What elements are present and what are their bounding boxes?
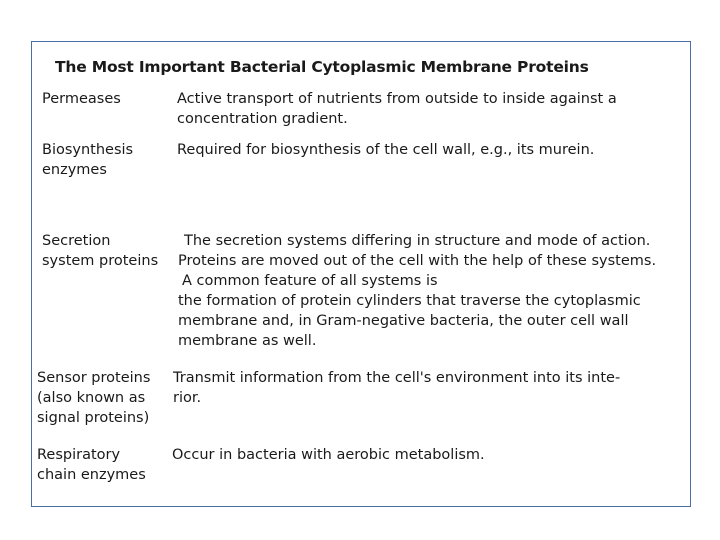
- desc-respiratory-chain-enzymes: [172, 445, 485, 465]
- term-line: signal proteins): [37, 410, 150, 426]
- term-biosynthesis-enzymes: [42, 140, 133, 180]
- term-line: Respiratory: [37, 447, 121, 463]
- desc-permeases: [177, 89, 617, 129]
- desc-line: A common feature of all systems is: [182, 273, 438, 289]
- term-line: chain enzymes: [37, 467, 146, 483]
- desc-secretion-system-proteins: [178, 231, 656, 351]
- term-line: Sensor proteins: [37, 370, 151, 386]
- desc-line: Proteins are moved out of the cell with the help of these systems.: [178, 253, 657, 269]
- term-line: system proteins: [42, 253, 159, 269]
- desc-line: concentration gradient.: [177, 111, 348, 127]
- term-line: Permeases: [42, 91, 121, 107]
- desc-line: Occur in bacteria with aerobic metabolism.: [172, 447, 485, 463]
- term-line: Secretion: [42, 233, 111, 249]
- desc-line: membrane and, in Gram-negative bacteria, the outer cell wall: [178, 313, 629, 329]
- desc-sensor-proteins: [173, 368, 620, 408]
- desc-line: Transmit information from the cell's environment into its inte-: [173, 370, 621, 386]
- term-line: enzymes: [42, 162, 107, 178]
- desc-line: The secretion systems differing in structure and mode of action.: [184, 233, 651, 249]
- desc-line: rior.: [173, 390, 202, 406]
- term-secretion-system-proteins: [42, 231, 158, 271]
- term-line: Biosynthesis: [42, 142, 134, 158]
- term-permeases: [42, 89, 121, 109]
- desc-biosynthesis-enzymes: [177, 140, 594, 160]
- desc-line: the formation of protein cylinders that traverse the cytoplasmic: [178, 293, 641, 309]
- table-title: The Most Important Bacterial Cytoplasmic Membrane Proteins: [55, 58, 589, 76]
- desc-line: Required for biosynthesis of the cell wall, e.g., its murein.: [177, 142, 595, 158]
- desc-line: Active transport of nutrients from outside to inside against a: [177, 91, 617, 107]
- term-line: (also known as: [37, 390, 146, 406]
- desc-line: membrane as well.: [178, 333, 317, 349]
- term-respiratory-chain-enzymes: [37, 445, 146, 485]
- term-sensor-proteins: [37, 368, 150, 428]
